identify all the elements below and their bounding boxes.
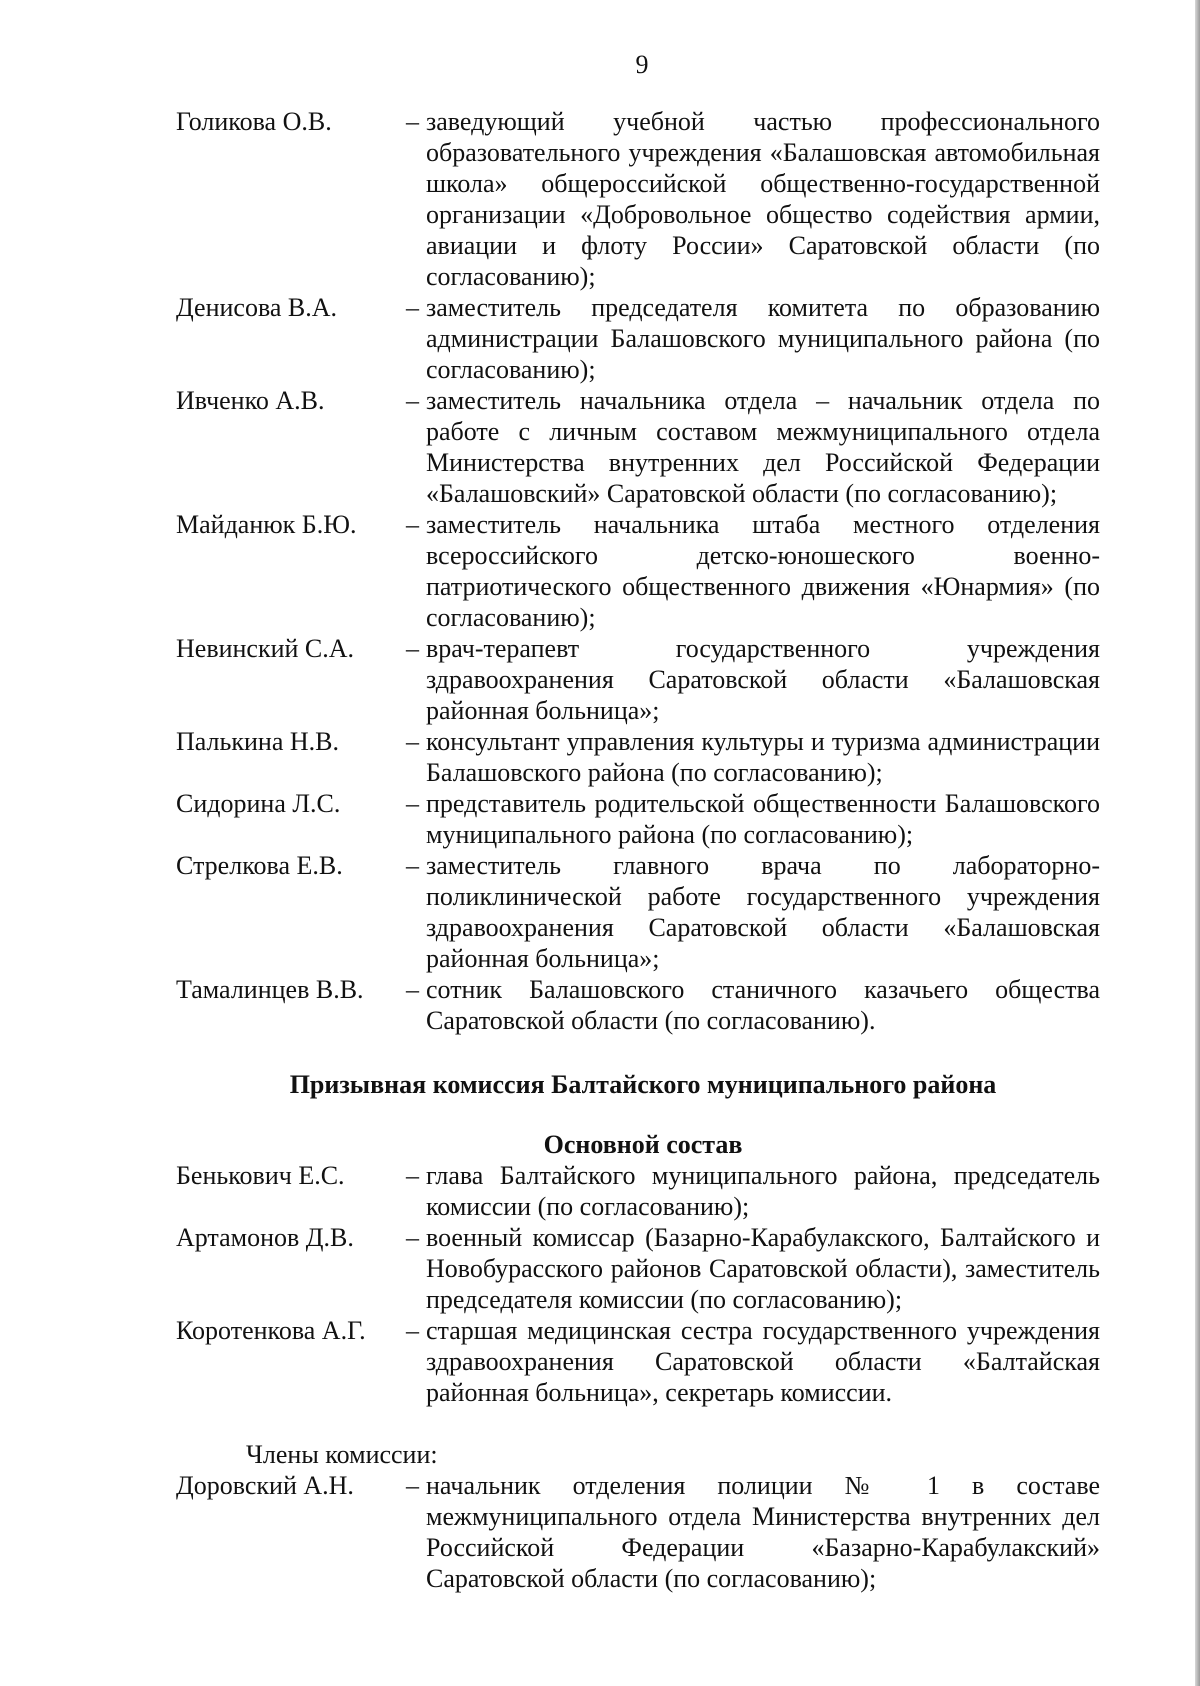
list-item: [176, 292, 1110, 385]
member-position: представитель родительской общественности Балашовского муниципального района (по согласованию);: [426, 789, 1100, 849]
dash: –: [406, 727, 419, 756]
member-name: Сидорина Л.С.: [176, 789, 341, 818]
list-item: [176, 633, 1110, 726]
list-item: [176, 385, 1110, 509]
members-label: Члены комиссии:: [246, 1440, 438, 1469]
main-composition-list: [176, 1160, 1110, 1408]
list-item: [176, 106, 1110, 292]
dash: –: [406, 634, 419, 663]
member-position: старшая медицинская сестра государственного учреждения здравоохранения Саратовской области «Балтайская районная больница», секретарь комиссии.: [426, 1316, 1100, 1407]
member-position: военный комиссар (Базарно-Карабулакского, Балтайского и Новобурасского районов Саратовской области), заместитель председателя комиссии (по согласованию);: [426, 1223, 1100, 1314]
dash: –: [406, 1161, 419, 1190]
dash: –: [406, 975, 419, 1004]
dash: –: [406, 1223, 419, 1252]
commission-members-list: [176, 1470, 1110, 1594]
members-list-continued: [176, 106, 1110, 1036]
page-number: 9: [635, 50, 649, 79]
member-name: Доровский А.Н.: [176, 1471, 354, 1500]
composition-subtitle: Основной состав: [543, 1130, 743, 1159]
member-position: сотник Балашовского станичного казачьего общества Саратовской области (по согласованию).: [426, 975, 1100, 1035]
member-name: Коротенкова А.Г.: [176, 1316, 366, 1345]
dash: –: [406, 386, 419, 415]
member-name: Тамалинцев В.В.: [176, 975, 364, 1004]
list-item: [176, 1222, 1110, 1315]
member-name: Бенькович Е.С.: [176, 1161, 345, 1190]
member-position: заместитель главного врача по лабораторно-поликлинической работе государственного учреждения здравоохранения Саратовской области «Балашовская районная больница»;: [426, 851, 1100, 973]
list-item: [176, 1470, 1110, 1594]
member-name: Денисова В.А.: [176, 293, 338, 322]
member-position: врач-терапевт государственного учреждения здравоохранения Саратовской области «Балашовская районная больница»;: [426, 634, 1100, 725]
member-name: Артамонов Д.В.: [176, 1223, 354, 1252]
list-item: [176, 1160, 1110, 1222]
list-item: [176, 726, 1110, 788]
member-position: заместитель начальника штаба местного отделения всероссийского детско-юношеского военно-патриотического общественного движения «Юнармия» (по согласованию);: [426, 510, 1100, 632]
member-position: заместитель начальника отдела – начальник отдела по работе с личным составом межмуниципального отдела Министерства внутренних дел Российской Федерации «Балашовский» Саратовской области (по согласованию);: [426, 386, 1100, 508]
member-name: Палькина Н.В.: [176, 727, 339, 756]
dash: –: [406, 510, 419, 539]
commission-title: Призывная комиссия Балтайского муниципального района: [289, 1070, 997, 1099]
member-position: заместитель председателя комитета по образованию администрации Балашовского муниципального района (по согласованию);: [426, 293, 1100, 384]
member-position: глава Балтайского муниципального района, председатель комиссии (по согласованию);: [426, 1161, 1100, 1221]
dash: –: [406, 789, 419, 818]
member-name: Голикова О.В.: [176, 107, 332, 136]
list-item: [176, 788, 1110, 850]
member-position: заведующий учебной частью профессионального образовательного учреждения «Балашовская автомобильная школа» общероссийской общественно-государственной организации «Добровольное общество содействия армии, авиации и флоту России» Саратовской области (по согласованию);: [426, 107, 1100, 291]
list-item: [176, 850, 1110, 974]
member-position: консультант управления культуры и туризма администрации Балашовского района (по согласованию);: [426, 727, 1100, 787]
member-name: Невинский С.А.: [176, 634, 355, 663]
dash: –: [406, 1471, 419, 1500]
member-name: Ивченко А.В.: [176, 386, 325, 415]
dash: –: [406, 1316, 419, 1345]
list-item: [176, 509, 1110, 633]
dash: –: [406, 851, 419, 880]
dash: –: [406, 107, 419, 136]
member-position: начальник отделения полиции № 1 в составе межмуниципального отдела Министерства внутренних дел Российской Федерации «Базарно-Карабулакский» Саратовской области (по согласованию);: [426, 1471, 1100, 1593]
list-item: [176, 1315, 1110, 1408]
list-item: [176, 974, 1110, 1036]
member-name: Майданюк Б.Ю.: [176, 510, 357, 539]
member-name: Стрелкова Е.В.: [176, 851, 343, 880]
document-body: [176, 106, 1110, 1594]
scan-edge: [1195, 0, 1200, 1686]
dash: –: [406, 293, 419, 322]
